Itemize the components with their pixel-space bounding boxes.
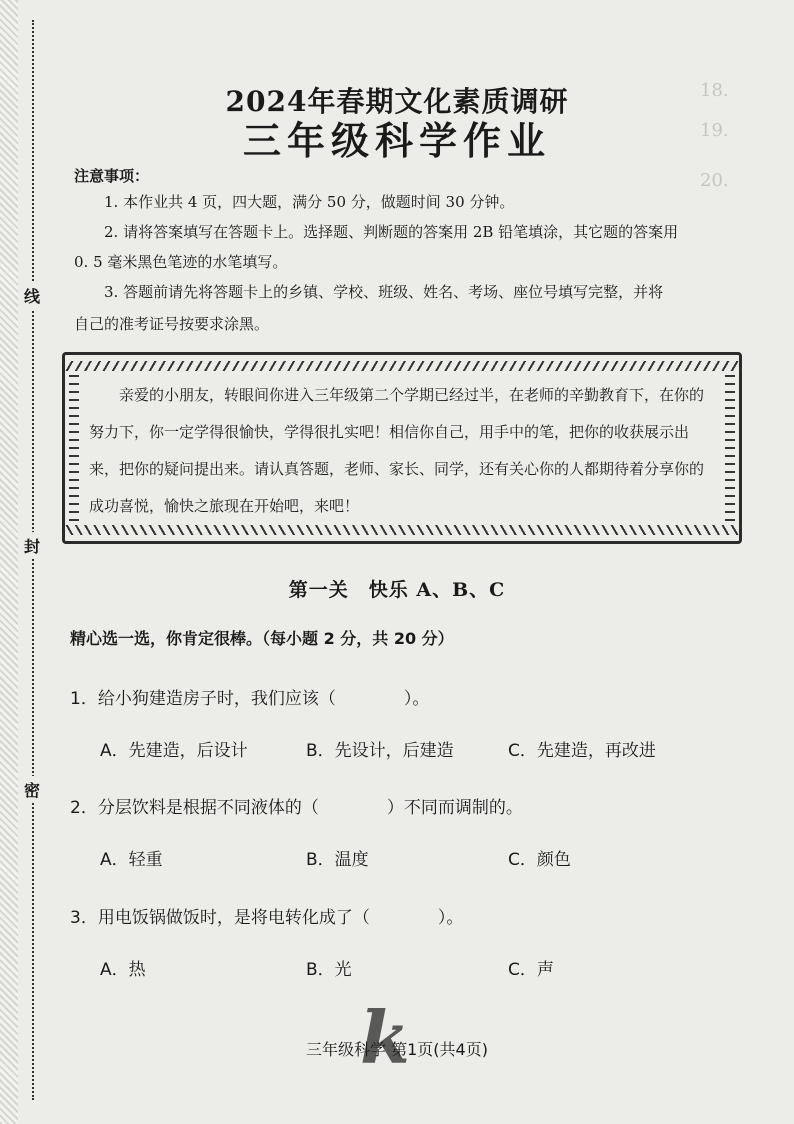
binding-line xyxy=(32,20,34,1100)
q1-option-b: B．先设计，后建造 xyxy=(306,741,454,761)
notice-item-2: 2. 请将答案填写在答题卡上。选择题、判断题的答案用 2B 铅笔填涂，其它题的答案用 xyxy=(104,223,679,241)
greeting-message: 亲爱的小朋友，转眼间你进入三年级第二个学期已经过半，在老师的辛勤教育下，在你的努力下，你一定学得很愉快，学得很扎实吧！相信你自己，用手中的笔，把你的收获展示出来，把你的疑问提出来。请认真答题，老师、家长、同学，还有关心你的人都期待着分享你的成功喜悦，愉快之旅现在开始吧，来吧！ xyxy=(89,386,705,515)
q1-option-c: C．先建造，再改进 xyxy=(508,741,656,761)
binding-char-mi: 密 xyxy=(22,776,42,803)
notice-heading: 注意事项： xyxy=(74,167,150,185)
question-1: 1．给小狗建造房子时，我们应该（ ）。 xyxy=(70,689,430,709)
notice-item-1: 1. 本作业共 4 页，四大题，满分 50 分，做题时间 30 分钟。 xyxy=(104,193,515,211)
bleed-through-text: 18. xyxy=(700,80,729,101)
exam-title: 2024年春期文化素质调研 xyxy=(225,85,569,118)
bleed-through-text: 19. xyxy=(700,120,729,141)
q1-option-a: A．先建造，后设计 xyxy=(100,741,248,761)
q2-option-a: A．轻重 xyxy=(100,850,163,870)
q3-option-b: B．光 xyxy=(306,960,352,980)
message-box xyxy=(62,352,742,544)
border-decoration xyxy=(69,375,79,521)
section-title: 第一关 快乐 A、B、C xyxy=(288,579,506,601)
border-decoration xyxy=(725,375,735,521)
bleed-through-text: 20. xyxy=(700,170,729,191)
watermark-logo: k xyxy=(360,995,410,1080)
q2-option-c: C．颜色 xyxy=(508,850,571,870)
question-2: 2．分层饮料是根据不同液体的（ ）不同而调制的。 xyxy=(70,798,523,818)
notice-item-3: 3. 答题前请先将答题卡上的乡镇、学校、班级、姓名、考场、座位号填写完整，并将 xyxy=(104,283,664,301)
binding-char-feng: 封 xyxy=(22,532,42,559)
q2-option-b: B．温度 xyxy=(306,850,369,870)
question-3: 3．用电饭锅做饭时，是将电转化成了（ ）。 xyxy=(70,908,464,928)
notice-item-2-cont: 0. 5 毫米黑色笔迹的水笔填写。 xyxy=(74,253,288,271)
page-footer: 三年级科学 第1页(共4页) xyxy=(306,1040,488,1059)
q3-option-a: A．热 xyxy=(100,960,146,980)
binding-char-xian: 线 xyxy=(22,282,42,309)
exam-subject-title: 三年级科学作业 xyxy=(242,118,551,163)
notice-item-3-cont: 自己的准考证号按要求涂黑。 xyxy=(74,315,270,333)
q3-option-c: C．声 xyxy=(508,960,554,980)
margin-strip xyxy=(0,0,18,1124)
section-instruction: 精心选一选，你肯定很棒。（每小题 2 分，共 20 分） xyxy=(70,629,454,648)
